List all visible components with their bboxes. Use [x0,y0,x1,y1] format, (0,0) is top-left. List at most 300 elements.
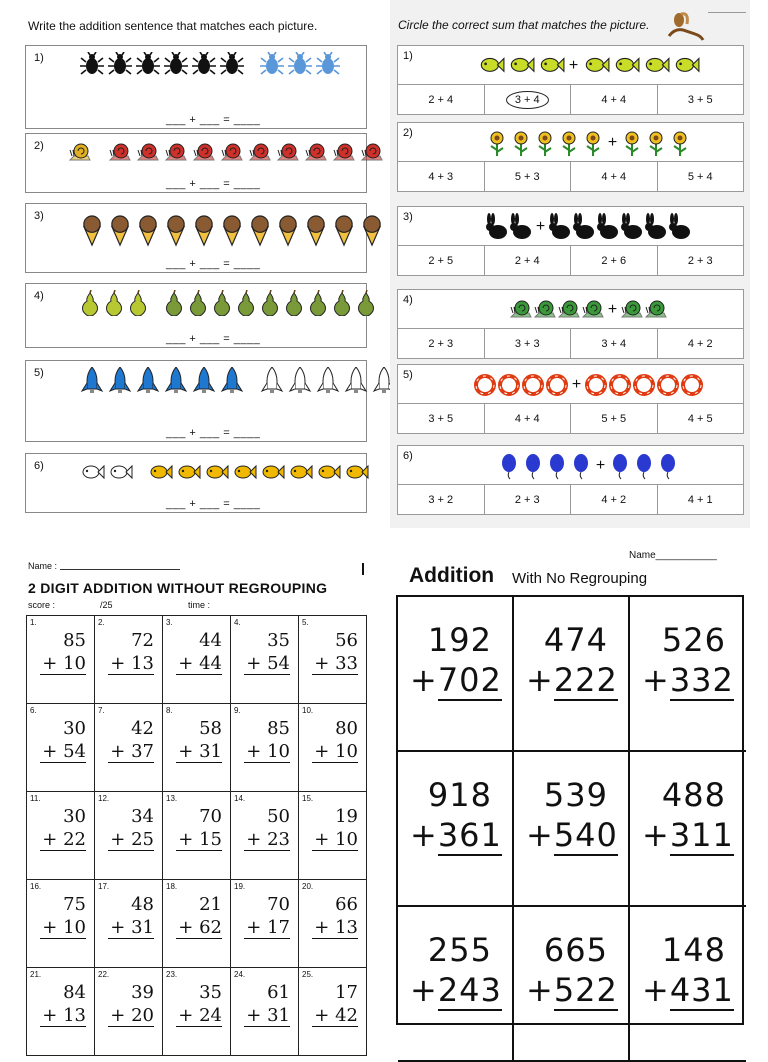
addend-bottom: + 37 [110,741,154,762]
answer-choice[interactable] [485,329,572,358]
answer-choices [398,329,743,358]
picture-box [398,207,743,246]
ice-cream-icon [274,210,302,250]
addend-top: 80 [335,718,358,739]
plus-sign: + [642,816,670,854]
addend-top: 30 [63,718,86,739]
addend-bottom: + 10 [314,829,358,850]
flower-icon [620,129,644,157]
problem-cell[interactable] [231,968,299,1056]
problem-cell[interactable] [514,597,630,752]
snail-icon [644,296,668,324]
flower-icon [644,129,668,157]
problem-cell[interactable] [231,880,299,968]
addend-top: 70 [267,894,290,915]
addend-top: 84 [63,982,86,1003]
answer-choice-label: 2 + 3 [428,337,454,350]
problem-cell[interactable] [630,597,746,752]
ice-cream-icon [106,210,134,250]
fish-icon [671,52,701,80]
problem-number: 7. [98,706,105,715]
answer-choice-label: 2 + 3 [514,493,540,506]
ring-icon [473,371,497,399]
answer-choice[interactable] [658,404,744,433]
problem-cell[interactable] [95,968,163,1056]
addend-bottom: + 10 [314,741,358,762]
addend-bottom: + 42 [314,1005,358,1026]
rocket-icon [258,367,286,393]
picture-box [398,123,743,162]
fish-icon [230,460,258,486]
answer-choice-label: 3 + 2 [428,493,454,506]
time-label: time : [188,600,211,610]
row-number: 5) [34,367,44,379]
pear-icon [258,290,282,316]
addend-top: 539 [543,776,608,814]
addend-bottom: 522 [553,971,618,1009]
problem-cell[interactable] [95,880,163,968]
addend-top: 34 [131,806,154,827]
picture-group [78,210,432,250]
answer-choice[interactable] [571,246,658,275]
addend-top: 19 [335,806,358,827]
plus-sign: + [607,134,618,151]
problem-cell[interactable] [299,968,367,1056]
fish-icon [106,460,134,486]
ring-icon [521,371,545,399]
picture-group [440,129,737,157]
flower-icon [509,129,533,157]
ice-cream-icon [78,210,106,250]
answer-choice-label: 2 + 4 [428,93,454,106]
picture-row [25,283,367,348]
ice-cream-icon [246,210,274,250]
problem-number: 20. [302,882,314,891]
addend-top: 30 [63,806,86,827]
balloon-icon [608,452,632,480]
answer-choice[interactable] [658,246,744,275]
problem-number: 25. [302,970,314,979]
beetle-icon [190,52,218,78]
problem-grid [26,615,367,1056]
addend-bottom: + 22 [42,829,86,850]
answer-choice-label: 3 + 5 [687,93,713,106]
snail-icon [509,296,533,324]
answer-choice-label: 4 + 3 [428,170,454,183]
addend-bottom: + 20 [110,1005,154,1026]
answer-choice[interactable] [571,329,658,358]
flower-icon [581,129,605,157]
problem-number: 21. [30,970,42,979]
problem-number: 2. [98,618,105,627]
addend-bottom: + 13 [314,917,358,938]
answer-choice[interactable] [398,162,485,191]
addend-top: 35 [267,630,290,651]
fish-icon [174,460,202,486]
snail-icon [218,140,246,166]
ring-icon [584,371,608,399]
answer-choice[interactable] [658,162,744,191]
answer-choice-label: 5 + 3 [514,170,540,183]
row-number: 1) [34,52,44,64]
addend-top: 61 [267,982,290,1003]
row-number: 6) [34,460,44,472]
answer-choices [398,246,743,275]
row-number: 6) [403,450,413,462]
ice-cream-icon [302,210,330,250]
problem-number: 9. [234,706,241,715]
balloon-icon [569,452,593,480]
problem-cell[interactable] [231,792,299,880]
row-number: 3) [403,211,413,223]
picture-row [25,203,367,273]
sum-row [397,364,744,434]
beetle-icon [258,52,286,78]
problem-cell[interactable] [163,792,231,880]
problem-cell[interactable] [514,907,630,1062]
ring-icon [680,371,704,399]
picture-group [78,367,398,393]
pear-icon [78,290,102,316]
answer-choice[interactable] [398,485,485,514]
name-label: Name : [28,561,58,571]
answer-choices [398,162,743,191]
addend-bottom: + 10 [42,653,86,674]
addend-top: 474 [543,621,608,659]
answer-choice[interactable] [398,246,485,275]
beetle-icon [106,52,134,78]
pear-icon [354,290,378,316]
addend-bottom: + 10 [246,741,290,762]
picture-box [398,290,743,329]
problem-cell[interactable] [231,616,299,704]
answer-blank[interactable]: ___ + ___ = ____ [166,427,261,439]
rocket-icon [314,367,342,393]
problem-cell[interactable] [95,704,163,792]
answer-choice[interactable] [571,485,658,514]
answer-choice-label: 2 + 6 [601,254,627,267]
answer-blank[interactable]: ___ + ___ = ____ [166,498,261,510]
pear-icon [162,290,186,316]
addend-bottom: 222 [553,661,618,699]
ice-cream-icon [218,210,246,250]
addend-top: 42 [131,718,154,739]
problem-cell[interactable] [163,968,231,1056]
worksheet-three-digit-addition [394,548,750,1024]
snail-icon [358,140,386,166]
answer-choices [398,404,743,433]
problem-cell[interactable] [163,880,231,968]
plus-sign: + [571,376,582,393]
answer-choice-label: 4 + 4 [514,412,540,425]
ring-icon [608,371,632,399]
picture-box [398,446,743,485]
addend-bottom: + 13 [42,1005,86,1026]
answer-choice-label: 4 + 1 [687,493,713,506]
problem-number: 22. [98,970,110,979]
beetle-icon [134,52,162,78]
score-label: score : [28,600,56,610]
problem-cell[interactable] [95,792,163,880]
flower-icon [533,129,557,157]
problem-cell[interactable] [398,907,514,1062]
addend-bottom: 332 [669,661,734,699]
problem-number: 1. [30,618,37,627]
answer-choice[interactable] [485,162,572,191]
answer-choice-label: 3 + 3 [514,337,540,350]
answer-blank[interactable]: ___ + ___ = ____ [166,178,261,190]
answer-choice-label: 3 + 4 [506,91,549,109]
addend-bottom: + 31 [110,917,154,938]
row-number: 3) [34,210,44,222]
plus-sign: + [568,57,579,74]
picture-row [25,360,367,442]
pear-icon [306,290,330,316]
ring-icon [632,371,656,399]
fish-icon [146,460,174,486]
problem-number: 13. [166,794,178,803]
plus-sign: + [526,971,554,1009]
plus-sign: + [410,661,438,699]
beetle-icon [286,52,314,78]
problem-cell[interactable] [299,792,367,880]
flower-icon [485,129,509,157]
fish-icon [641,52,671,80]
pear-icon [330,290,354,316]
rocket-icon [78,367,106,393]
picture-box [398,46,743,85]
ice-cream-icon [330,210,358,250]
problem-cell[interactable] [95,616,163,704]
addend-bottom: + 54 [246,653,290,674]
flower-icon [557,129,581,157]
rabbit-icon [596,213,620,241]
sum-row [397,122,744,192]
rocket-icon [162,367,190,393]
answer-choices [398,85,743,114]
problem-cell[interactable] [27,792,95,880]
answer-choice[interactable] [571,404,658,433]
plus-sign: + [595,457,606,474]
ring-icon [497,371,521,399]
answer-choice-label: 4 + 2 [601,493,627,506]
picture-row [25,45,367,129]
addend-bottom: 243 [437,971,502,1009]
rocket-icon [286,367,314,393]
answer-blank[interactable]: ___ + ___ = ____ [166,258,261,270]
pear-icon [210,290,234,316]
addend-top: 526 [661,621,726,659]
problem-number: 4. [234,618,241,627]
plus-sign: + [410,816,438,854]
problem-cell[interactable] [163,616,231,704]
fish-icon [581,52,611,80]
problem-cell[interactable] [398,597,514,752]
addend-top: 35 [199,982,222,1003]
balloon-icon [632,452,656,480]
ring-icon [545,371,569,399]
problem-cell[interactable] [514,752,630,907]
addend-top: 58 [199,718,222,739]
addend-top: 56 [335,630,358,651]
addend-bottom: + 25 [110,829,154,850]
beetle-icon [162,52,190,78]
answer-choice-label: 4 + 4 [601,170,627,183]
name-label: Name___________ [629,550,717,561]
answer-choice[interactable] [398,329,485,358]
problem-number: 24. [234,970,246,979]
squirrel-icon [665,10,707,42]
addend-top: 918 [427,776,492,814]
score-value: /25 [100,600,113,610]
problem-number: 11. [30,794,41,803]
rocket-icon [190,367,218,393]
page-title: 2 DIGIT ADDITION WITHOUT REGROUPING [28,580,328,596]
beetle-icon [314,52,342,78]
rabbit-icon [644,213,668,241]
addend-top: 44 [199,630,222,651]
fish-icon [342,460,370,486]
addend-bottom: + 54 [42,741,86,762]
answer-choice[interactable] [571,85,658,114]
problem-cell[interactable] [27,704,95,792]
answer-choices [398,485,743,514]
problem-cell[interactable] [299,880,367,968]
worksheet-circle-sum [390,0,750,528]
answer-choice[interactable] [485,246,572,275]
pear-icon [282,290,306,316]
problem-cell[interactable] [163,704,231,792]
rocket-icon [134,367,162,393]
worksheet-title: Circle the correct sum that matches the picture. [398,18,650,32]
snail-icon [274,140,302,166]
problem-cell[interactable] [27,880,95,968]
problem-number: 12. [98,794,110,803]
addend-bottom: 431 [669,971,734,1009]
fish-icon [611,52,641,80]
fish-icon [506,52,536,80]
picture-group [78,52,342,78]
addend-top: 148 [661,931,726,969]
answer-blank[interactable]: ___ + ___ = ____ [166,333,261,345]
addend-bottom: + 23 [246,829,290,850]
addend-top: 70 [199,806,222,827]
pear-icon [102,290,126,316]
problem-number: 5. [302,618,309,627]
fish-icon [476,52,506,80]
answer-choice[interactable] [485,485,572,514]
problem-cell[interactable] [27,968,95,1056]
fish-icon [202,460,230,486]
pear-icon [186,290,210,316]
answer-choice-label: 4 + 2 [687,337,713,350]
rabbit-icon [620,213,644,241]
answer-choice[interactable] [658,85,744,114]
picture-group [78,460,370,486]
rabbit-icon [509,213,533,241]
problem-cell[interactable] [630,907,746,1062]
addend-top: 17 [335,982,358,1003]
problem-number: 23. [166,970,178,979]
row-number: 2) [34,140,44,152]
balloon-icon [545,452,569,480]
picture-group [440,52,737,80]
problem-cell[interactable] [299,704,367,792]
problem-number: 19. [234,882,246,891]
addend-top: 255 [427,931,492,969]
answer-choice[interactable] [485,85,572,114]
answer-choice[interactable] [658,485,744,514]
picture-group [440,296,737,324]
rabbit-icon [548,213,572,241]
addend-bottom: 311 [669,816,734,854]
problem-number: 14. [234,794,246,803]
sum-row [397,445,744,515]
answer-blank[interactable]: ___ + ___ = ____ [166,114,261,126]
picture-box [398,365,743,404]
fish-icon [286,460,314,486]
problem-grid [396,595,744,1025]
fish-icon [258,460,286,486]
answer-choice[interactable] [571,162,658,191]
problem-number: 3. [166,618,173,627]
picture-group [440,452,737,480]
worksheet-title: Write the addition sentence that matches each picture. [28,19,318,33]
rocket-icon [106,367,134,393]
problem-number: 16. [30,882,42,891]
snail-icon [557,296,581,324]
addend-top: 72 [131,630,154,651]
beetle-icon [78,52,106,78]
addend-bottom: + 62 [178,917,222,938]
row-number: 2) [403,127,413,139]
rocket-icon [342,367,370,393]
answer-choice[interactable] [398,404,485,433]
beetle-icon [218,52,246,78]
addend-bottom: + 31 [246,1005,290,1026]
snail-icon [533,296,557,324]
problem-cell[interactable] [398,752,514,907]
rocket-icon [218,367,246,393]
pear-icon [234,290,258,316]
problem-cell[interactable] [299,616,367,704]
balloon-icon [521,452,545,480]
plus-sign: + [642,661,670,699]
sum-row [397,45,744,115]
problem-cell[interactable] [630,752,746,907]
answer-choice[interactable] [485,404,572,433]
problem-cell[interactable] [27,616,95,704]
answer-choice[interactable] [658,329,744,358]
addend-top: 665 [543,931,608,969]
row-number: 1) [403,50,413,62]
addend-bottom: + 24 [178,1005,222,1026]
addend-top: 39 [131,982,154,1003]
addend-top: 85 [267,718,290,739]
plus-sign: + [526,816,554,854]
picture-group [440,371,737,399]
snail-icon [162,140,190,166]
answer-choice[interactable] [398,85,485,114]
row-number: 4) [34,290,44,302]
ring-icon [656,371,680,399]
answer-choice-label: 3 + 4 [601,337,627,350]
picture-row [25,133,367,193]
snail-icon [66,140,94,166]
plus-sign: + [607,301,618,318]
problem-number: 17. [98,882,110,891]
problem-cell[interactable] [231,704,299,792]
